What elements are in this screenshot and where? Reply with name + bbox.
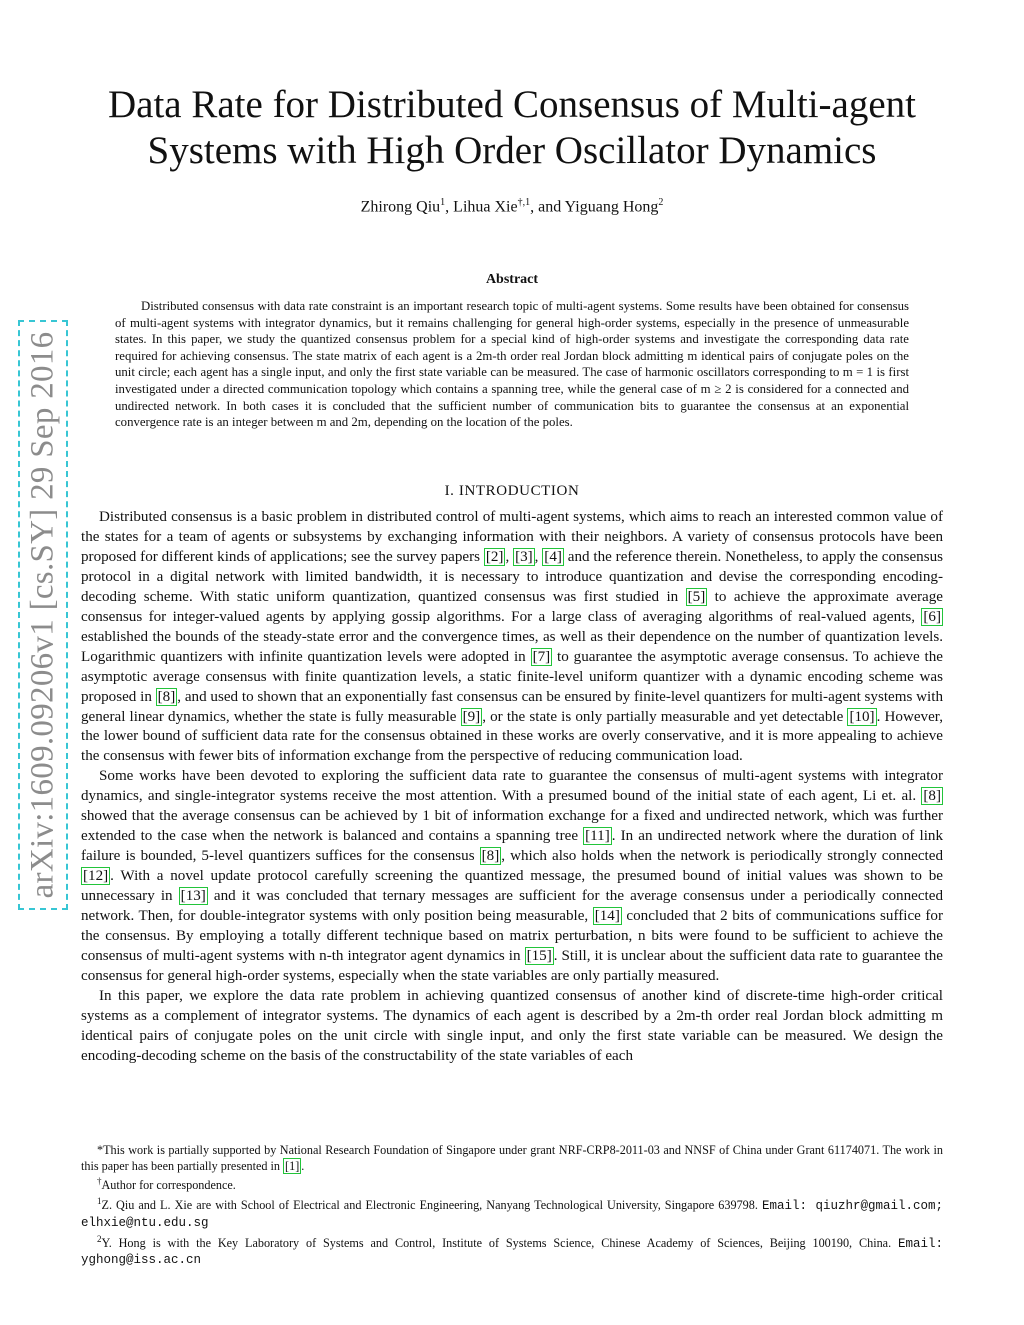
footnote-correspondence: †Author for correspondence. — [97, 1176, 236, 1193]
email-addresses: Email: qiuzhr@gmail.com; elhxie@ntu.edu.sg — [81, 1199, 943, 1230]
paragraph-text: . In an undirected network where the duration of link failure is bounded, 5-level quantizers suffices for the consensus — [81, 828, 943, 865]
citation-link[interactable]: [7] — [532, 648, 551, 665]
citation-link[interactable]: [9] — [462, 708, 481, 725]
arxiv-identifier-text: arXiv:1609.09206v1 [cs.SY] 29 Sep 2016 — [24, 331, 61, 899]
arxiv-identifier-stamp[interactable] — [18, 320, 68, 910]
paragraph-text: . With a novel update protocol carefully screening the quantized message, the presumed bound of initial values was shown to be unnecessary in — [81, 868, 943, 905]
citation-link[interactable]: [8] — [157, 688, 176, 705]
paragraph-text: Distributed consensus is a basic problem in distributed control of multi-agent systems, which aims to reach an interested common value of the states for a team of agents or subsystems by exchanging information with their neighbors. A variety of consensus protocols have been proposed for different kinds of applications; see the survey papers — [81, 509, 943, 565]
paragraph-text: to achieve the approximate average consensus for integer-valued agents by applying gossip algorithms. For a large class of averaging algorithms of real-valued agents, — [81, 588, 943, 625]
author-2: Lihua Xie — [453, 198, 518, 216]
paragraph-text: and the reference therein. Nonetheless, to apply the consensus protocol in a digital network with limited bandwidth, it is necessary to introduce quantization and devise the corresponding encoding-decoding scheme. With static uniform quantization, quantized consensus was first studied in — [81, 548, 944, 605]
citation-link[interactable]: [8] — [481, 848, 500, 865]
author-3-affiliation: 2 — [658, 197, 664, 208]
paper-title: Data Rate for Distributed Consensus of Multi-agent Systems with High Order Oscillator Dynamics — [107, 83, 916, 172]
paragraph-text: , which also holds when the network is periodically strongly connected — [501, 848, 943, 865]
section-heading-introduction: I. INTRODUCTION — [444, 483, 580, 499]
citation-link[interactable]: [6] — [923, 608, 941, 625]
footnote-affiliation-2: $^2$Y. Hong is with the Key Laboratory of Systems and Control, Institute of Systems Science, Chinese Academy of Sciences, Beijing 100190, China. Email: yghong@iss.ac.cn — [81, 1233, 943, 1268]
author-1-affiliation: 1 — [440, 197, 446, 208]
citation-link[interactable]: [1] — [285, 1158, 300, 1173]
paragraph-text: , — [505, 548, 514, 565]
email-address: Email: yghong@iss.ac.cn — [81, 1236, 943, 1268]
paragraph-text: and it was concluded that ternary messages are sufficient for the average consensus under a periodically connected network. Then, for double-integrator systems with only position being measurable, — [81, 888, 943, 925]
author-3: and Yiguang Hong — [538, 198, 659, 216]
footnote-funding: *This work is partially supported by National Research Foundation of Singapore under grant NRF-CRP8-2011-03 and NNSF of China under Grant 61174071. The work in this paper has been partially presented in [1] . — [81, 1143, 943, 1173]
citation-link[interactable]: [11] — [585, 828, 610, 845]
citation-link[interactable]: [8] — [923, 788, 941, 805]
author-1: Zhirong Qiu — [360, 198, 441, 216]
paragraph-text: established the bounds of the steady-state error and the convergence times, as well as their dependence on the number of quantization levels. Logarithmic quantizers with infinite quantization levels were adopted in — [81, 628, 943, 665]
intro-paragraph-1 — [81, 508, 943, 767]
citation-link[interactable]: [13] — [180, 888, 206, 905]
citation-link[interactable]: [10] — [849, 708, 875, 725]
intro-paragraph-2 — [81, 767, 943, 986]
citation-link[interactable]: [14] — [594, 908, 620, 925]
paragraph-text: , or the state is only partially measurable and yet detectable — [482, 708, 848, 725]
author-2-affiliation: †,1 — [517, 197, 531, 208]
citation-link[interactable]: [2] — [485, 548, 504, 565]
footnote-affiliation-1: $^1$Z. Qiu and L. Xie are with School of Electrical and Electronic Engineering, Nanyang Technological University, Singapore 639798. Email: qiuzhr@gmail.com; elhxie@ntu.edu.sg — [81, 1196, 943, 1230]
paragraph-text: , — [534, 548, 543, 565]
paragraph-text: to guarantee the asymptotic average consensus. To achieve the asymptotic average consensus with finite quantization levels, a static finite-level uniform quantizer with a dynamic encoding scheme was proposed in — [81, 648, 943, 705]
paragraph-text: , and used to shown that an exponentially fast consensus can be ensured by finite-level quantizers for multi-agent systems with general linear dynamics, whether the state is fully measurable — [81, 688, 943, 725]
footnotes — [81, 1143, 943, 1269]
introduction-body — [81, 508, 943, 1067]
citation-link[interactable]: [3] — [515, 548, 533, 565]
citation-link[interactable]: [12] — [83, 868, 109, 885]
paragraph-text: . However, the lower bound of sufficient data rate for the consensus obtained in these works are overly conservative, and it is more appealing to achieve the consensus with fewer bits of information exchange from the perspective of reducing communication load. — [81, 708, 943, 765]
paragraph-text: . Still, it is unclear about the sufficient data rate to guarantee the consensus for general high-order systems, especially when the state variables are only partially measured. — [81, 947, 943, 984]
abstract-heading: Abstract — [485, 272, 539, 287]
citation-link[interactable]: [4] — [544, 548, 562, 565]
abstract-text: Distributed consensus with data rate constraint is an important research topic of multi-agent systems. Some results have been obtained for consensus of multi-agent systems with integrator dynamics, but it remains challenging for general high-order systems, especially in the presence of unmeasurable states. In this paper, we study the quantized consensus problem for a special kind of high-order systems and investigate the corresponding data rate required for achieving consensus. The state matrix of each agent is a 2m-th order real Jordan block admitting m identical pairs of conjugate poles on the unit circle; each agent has a single input, and only the first state variable can be measured. The case of harmonic oscillators corresponding to m = 1 is first investigated under a directed communication topology which contains a spanning tree, while the general case of m ≥ 2 is considered for a connected and undirected network. In both cases it is concluded that the sufficient number of communication bits to guarantee the consensus at an exponential convergence rate is an integer between m and 2m, depending on the location of the poles. — [115, 299, 909, 430]
intro-paragraph-3 — [81, 987, 943, 1067]
paragraph-text: concluded that 2 bits of communications suffice for the consensus. By employing a totally different technique based on matrix perturbation, n bits were found to be sufficient to achieve the consensus of multi-agent systems with n-th integrator agent dynamics in — [81, 908, 943, 964]
citation-link[interactable]: [15] — [526, 947, 552, 964]
paragraph-text: In this paper, we explore the data rate problem in achieving quantized consensus of another kind of discrete-time high-order critical systems as a complement of integrator systems. The dynamics of each agent is described by a 2m-th order real Jordan block admitting m identical pairs of conjugate poles on the unit circle with single input, and only the first state variable can be measured. We design the encoding-decoding scheme on the basis of the constructability of the state variables of each — [81, 987, 943, 1064]
paragraph-text: showed that the average consensus can be achieved by 1 bit of information exchange for a fixed and undirected network, which was further extended to the case when the network is balanced and contains a spanning tree — [81, 808, 943, 845]
author-list: Zhirong Qiu$^1$, Lihua Xie$^{\dagger,1}$, and Yiguang Hong$^2$ — [360, 197, 664, 216]
paragraph-text: Some works have been devoted to exploring the sufficient data rate to guarantee the consensus of multi-agent systems with integrator dynamics, and single-integrator systems receive the most attention. With a presumed bound of the initial state of each agent, Li et. al. — [81, 768, 943, 805]
citation-link[interactable]: [5] — [687, 588, 706, 605]
